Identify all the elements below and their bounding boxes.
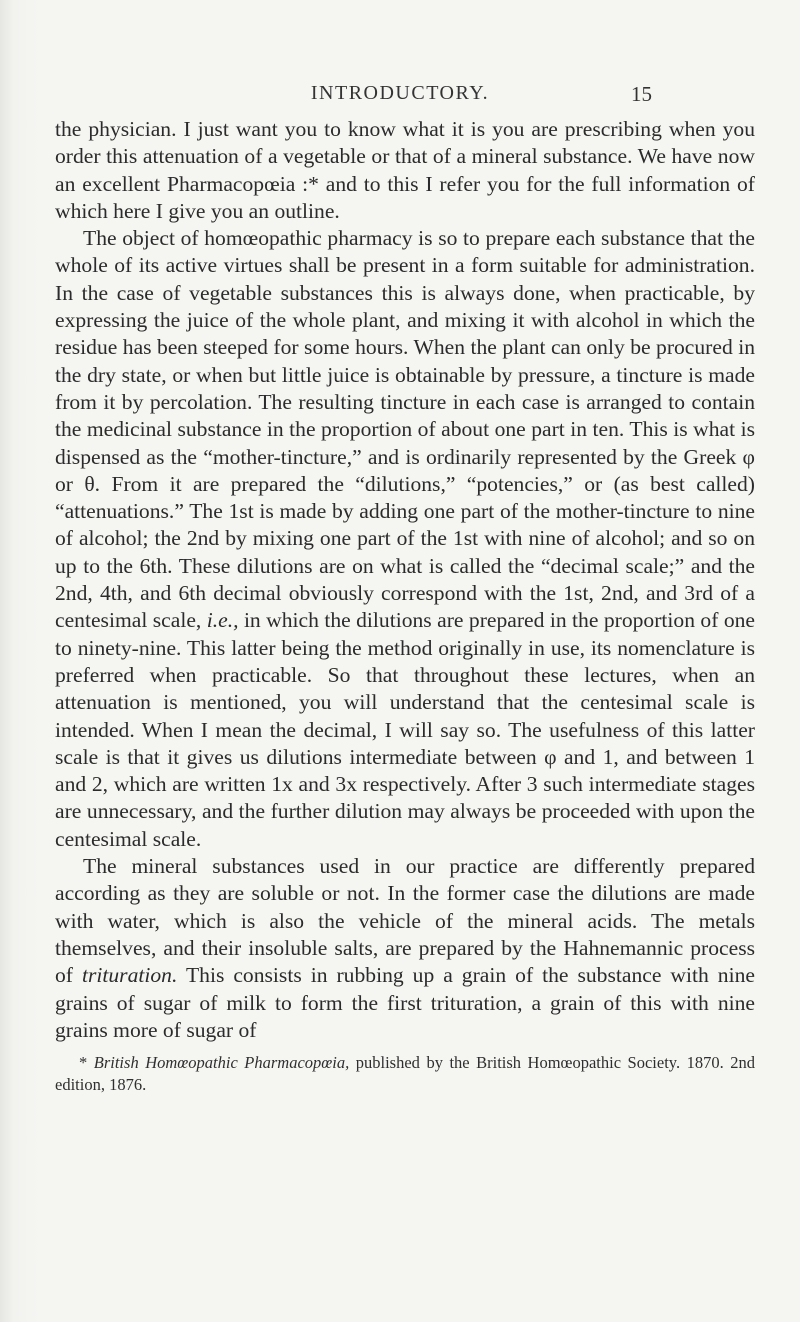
footnote bbox=[55, 1052, 755, 1096]
paragraph-2-end: in which the dilutions are prepared in the proportion of one to ninety-nine. This latter being the method originally in use, its nomenclature is preferred when practicable. So that throughout these lectures, when an attenuation is mentioned, you will understand that the centesimal scale is intended. When I mean the decimal, I will say so. The usefulness of this latter scale is that it gives us dilutions intermediate between φ and 1, and between 1 and 2, which are written 1x and 3x respectively. After 3 such intermediate stages are unnecessary, and the further dilution may always be proceeded with upon the centesimal scale. bbox=[55, 608, 755, 851]
body-text bbox=[55, 116, 755, 1096]
footnote-text: published by the British Homœopathic Society. 1870. 2nd edition, 1876. bbox=[55, 1053, 755, 1095]
footnote-marker: * bbox=[79, 1053, 88, 1073]
paragraph-2-ie: i.e., bbox=[206, 608, 239, 633]
paragraph-3-text: The mineral substances used in our practice are differently prepared according as they are soluble or not. In the former case the dilutions are made with water, which is also the vehicle of the mineral acids. The metals themselves, and their insoluble salts, are prepared by the Hahnemannic process of bbox=[55, 854, 755, 988]
paragraph-3 bbox=[55, 853, 755, 1044]
paragraph-2-text: The object of homœopathic pharmacy is so to prepare each substance that the whole of its active virtues shall be present in a form suitable for administration. In the case of vegetable substances this is always done, when practicable, by expressing the juice of the whole plant, and mixing it with alcohol in which the residue has been steeped for some hours. When the plant can only be procured in the dry state, or when but little juice is obtainable by pressure, a tincture is made from it by percolation. The resulting tincture in each case is arranged to contain the medicinal substance in the proportion of about one part in ten. This is what is dispensed as the “mother-tincture,” and is ordinarily represented by the Greek φ or θ. From it are prepared the “dilutions,” “potencies,” or (as best called) “attenuations.” The 1st is made by adding one part of the mother-tincture to nine of alcohol; the 2nd by mixing one part of the 1st with nine of alcohol; and so on up to the 6th. These dilutions are on what is called the “decimal scale;” and the 2nd, 4th, and 6th decimal obviously correspond with the 1st, 2nd, and 3rd of a centesimal scale, bbox=[55, 226, 755, 633]
page-header bbox=[0, 82, 800, 112]
page-number: 15 bbox=[631, 82, 652, 106]
paragraph-3-end: This consists in rubbing up a grain of the substance with nine grains of sugar of milk to form the first trituration, a grain of this with nine grains more of sugar of bbox=[55, 963, 755, 1042]
paragraph-3-trituration: trituration. bbox=[81, 963, 178, 988]
paragraph-1: the physician. I just want you to know what it is you are prescribing when you order this attenuation of a vegetable or that of a mineral substance. We have now an excellent Pharmacopœia :* and to this I refer you for the full information of which here I give you an outline. bbox=[55, 117, 755, 223]
paragraph-2 bbox=[55, 225, 755, 853]
running-head: INTRODUCTORY. bbox=[310, 82, 490, 104]
footnote-title: British Homœopathic Pharmacopœia, bbox=[93, 1053, 350, 1073]
